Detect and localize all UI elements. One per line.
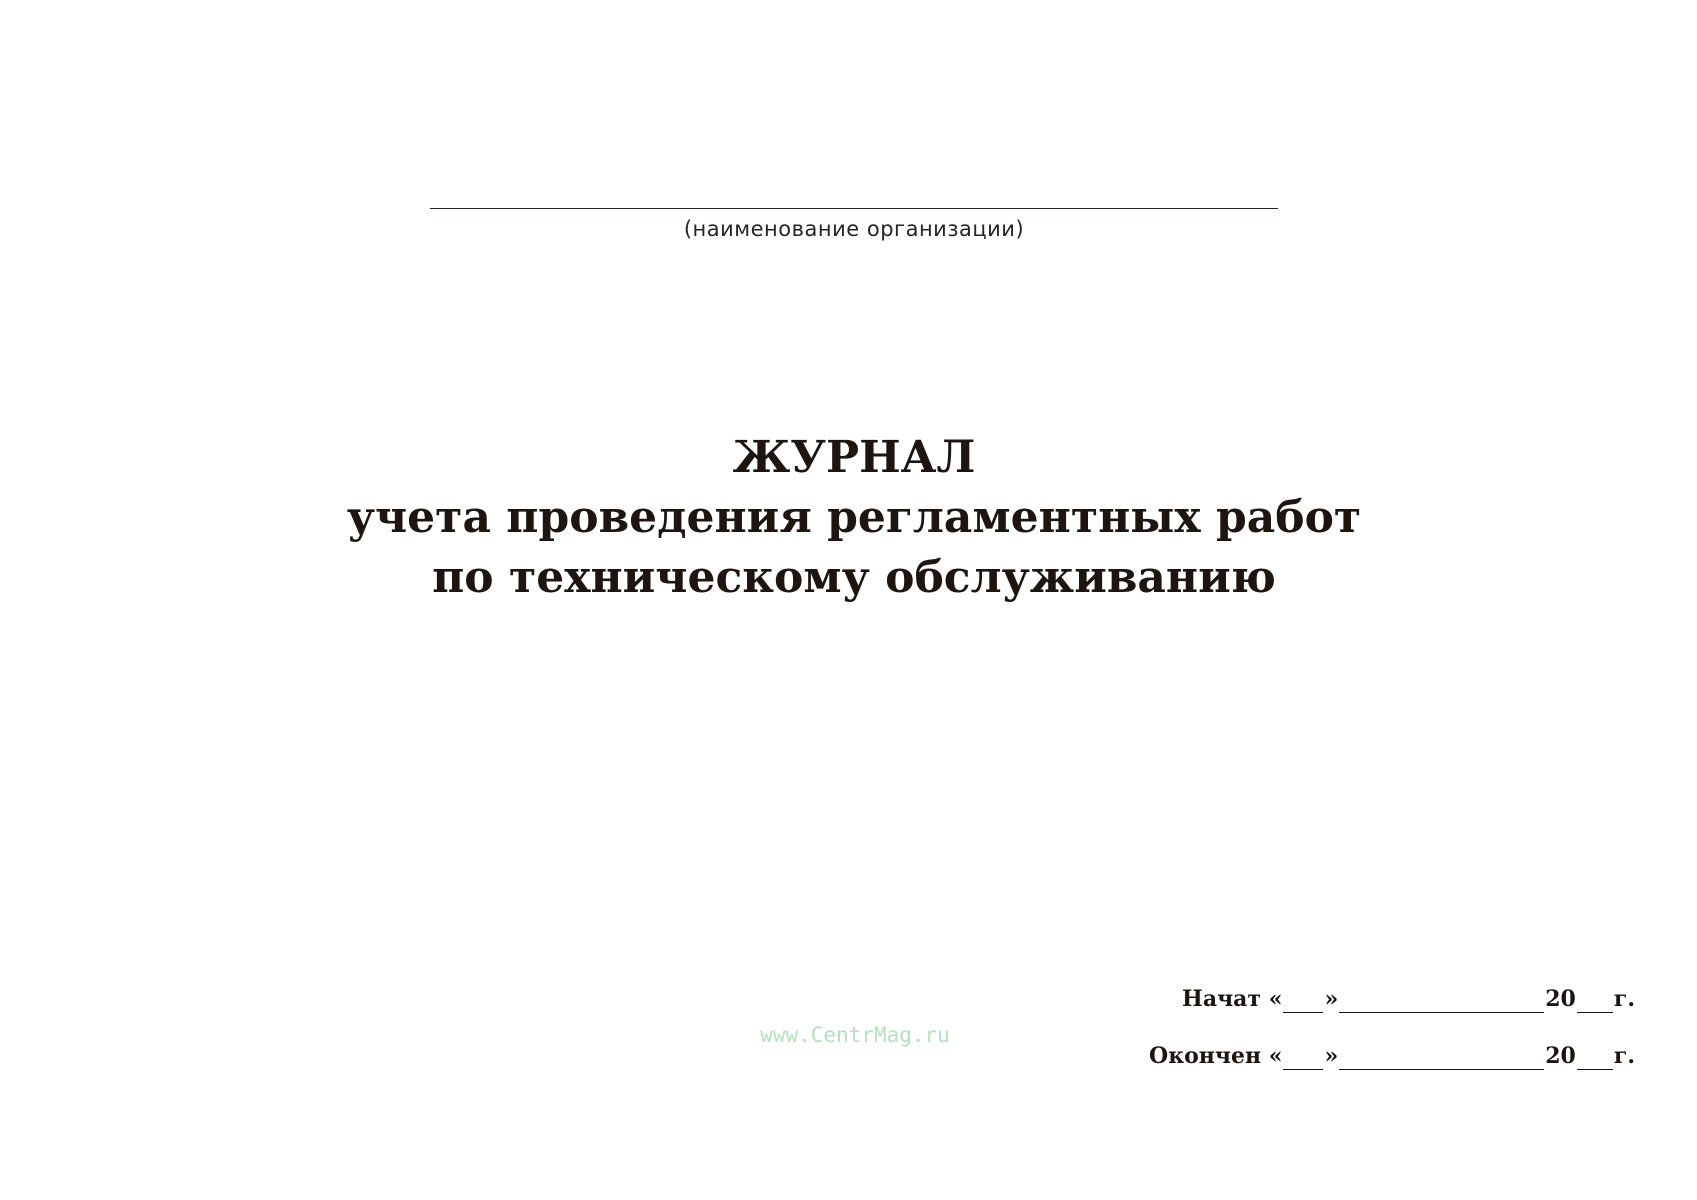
- date-ended-day-blank: [1283, 1047, 1323, 1070]
- date-started-suffix: г.: [1613, 986, 1635, 1012]
- title-line-1: ЖУРНАЛ: [732, 432, 976, 483]
- date-ended-close-quote: »: [1324, 1043, 1339, 1069]
- date-ended-open-quote: «: [1268, 1043, 1283, 1069]
- date-ended-century: 20: [1545, 1043, 1576, 1069]
- document-title: [200, 428, 1508, 608]
- date-started-century: 20: [1545, 986, 1576, 1012]
- title-line-2: учета проведения регламентных работ: [346, 492, 1362, 543]
- date-ended-separator: [1261, 1042, 1269, 1070]
- date-ended-year-blank: [1577, 1047, 1613, 1070]
- date-started-close-quote: »: [1324, 986, 1339, 1012]
- watermark: www.CentrMag.ru: [760, 1023, 950, 1047]
- date-started-open-quote: «: [1268, 986, 1283, 1012]
- date-started-day-blank: [1283, 990, 1323, 1013]
- date-started-row: [1075, 983, 1635, 1013]
- date-ended-row: [1075, 1040, 1635, 1070]
- date-started-label: Начат: [1182, 986, 1262, 1012]
- organization-name-caption: (наименование организации): [683, 217, 1025, 241]
- date-ended-month-blank: [1339, 1047, 1544, 1070]
- date-ended-label: Окончен: [1149, 1043, 1262, 1069]
- date-started-separator: [1261, 985, 1269, 1013]
- organization-name-line: [430, 208, 1278, 209]
- date-started-year-blank: [1577, 990, 1613, 1013]
- title-line-3: по техническому обслуживанию: [432, 552, 1276, 603]
- date-started-month-blank: [1339, 990, 1544, 1013]
- date-ended-suffix: г.: [1613, 1043, 1635, 1069]
